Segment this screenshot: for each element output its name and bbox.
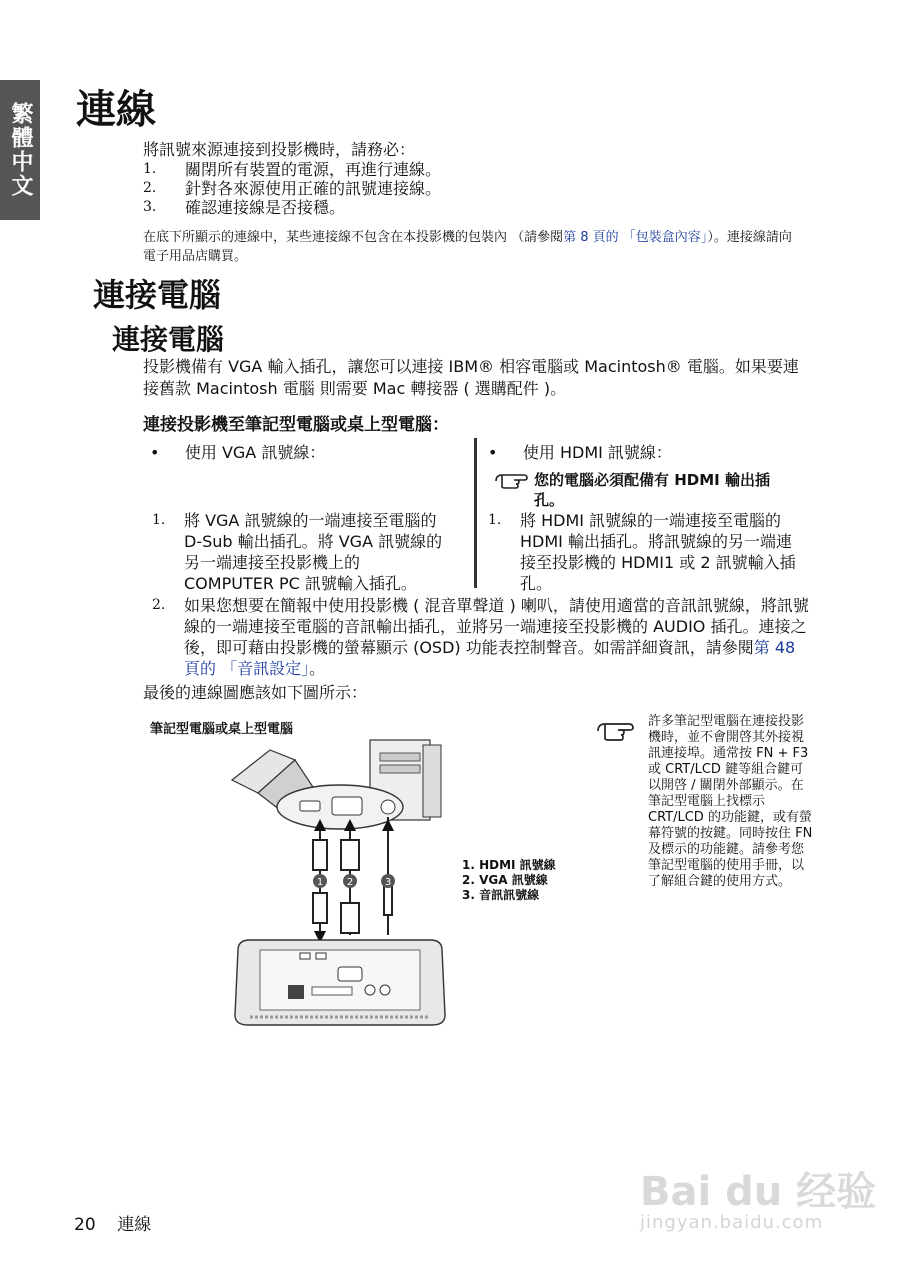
footer-section: 連線 bbox=[117, 1215, 152, 1235]
list-item: 1. 關閉所有裝置的電源，再進行連線。 bbox=[143, 160, 442, 179]
audio-step: 2. 如果您想要在簡報中使用投影機 ( 混音單聲道 ) 喇叭，請使用適當的音訊訊號線，將訊號線的一端連接至電腦的音訊輸出插孔，並將另一端連接至投影機的 AUDIO 插孔。連接之後，即可藉由投影機的螢幕顯示 (OSD) 功能表控制聲音。如需詳細資訊，請參閱第 48 頁的 「音訊設定」。 bbox=[152, 596, 809, 678]
legend-item: 1. HDMI 訊號線 bbox=[462, 858, 556, 872]
intro-list bbox=[143, 160, 441, 217]
projector-illustration bbox=[235, 940, 445, 1025]
cable-number-3: 3 bbox=[384, 877, 392, 888]
audio-settings-link[interactable]: 第 48 頁的 「音訊設定」 bbox=[184, 638, 796, 678]
package-note: 在底下所顯示的連線中，某些連接線不包含在本投影機的包裝內 （請參閱第 8 頁的 「包裝盒內容」）。連接線請向電子用品店購買。 bbox=[143, 230, 792, 264]
watermark-url: jingyan.baidu.com bbox=[640, 1212, 824, 1233]
connect-heading: 連接投影機至筆記型電腦或桌上型電腦： bbox=[143, 415, 449, 435]
connection-diagram bbox=[220, 735, 460, 1035]
intro-text: 將訊號來源連接到投影機時，請務必： bbox=[143, 140, 416, 159]
cable-legend bbox=[462, 858, 556, 903]
page-number: 20 bbox=[74, 1215, 96, 1235]
cable-number-1: 1 bbox=[316, 877, 324, 888]
vga-intro-paragraph: 投影機備有 VGA 輸入插孔，讓您可以連接 IBM® 相容電腦或 Macintosh® 電腦。如果要連接舊款 Macintosh 電腦 則需要 Mac 轉接器 ( 選購配件 )。 bbox=[143, 357, 799, 398]
pointing-hand-icon bbox=[596, 720, 636, 742]
cable-number-2: 2 bbox=[346, 877, 354, 888]
language-tab: 繁體中文 bbox=[0, 80, 40, 220]
hdmi-step: 1. 將 HDMI 訊號線的一端連接至電腦的 HDMI 輸出插孔。將訊號線的另一端連接至投影機的 HDMI1 或 2 訊號輸入插孔。 bbox=[488, 511, 796, 593]
column-divider bbox=[474, 438, 477, 588]
vga-step: 1. 將 VGA 訊號線的一端連接至電腦的 D-Sub 輸出插孔。將 VGA 訊號線的另一端連接至投影機上的 COMPUTER PC 訊號輸入插孔。 bbox=[152, 511, 443, 593]
section-title: 連接電腦 bbox=[93, 276, 222, 314]
legend-item: 2. VGA 訊號線 bbox=[462, 873, 548, 887]
legend-item: 3. 音訊訊號線 bbox=[462, 888, 540, 902]
subsection-title: 連接電腦 bbox=[112, 323, 225, 356]
hdmi-note: 您的電腦必須配備有 HDMI 輸出插孔。 bbox=[494, 470, 794, 510]
diagram-title: 筆記型電腦或桌上型電腦 bbox=[150, 722, 294, 737]
hdmi-bullet: • 使用 HDMI 訊號線： bbox=[488, 443, 672, 462]
pointing-hand-icon bbox=[494, 472, 530, 490]
laptop-display-tip: 許多筆記型電腦在連接投影機時，並不會開啓其外接視訊連接埠。通常按 FN + F3 或 CRT/LCD 鍵等組合鍵可以開啓 / 關閉外部顯示。在筆記型電腦上找標示 CRT/LCD 的功能鍵，或有螢幕符號的按鍵。同時按住 FN 及標示的功能鍵。請參考您筆記型電腦的使用手冊，以了解組合鍵的使用方式。 bbox=[648, 714, 813, 889]
list-item: 3. 確認連接線是否接穩。 bbox=[143, 198, 346, 217]
final-line: 最後的連線圖應該如下圖所示： bbox=[143, 683, 368, 702]
watermark-brand: Bai du 经验 bbox=[640, 1169, 877, 1215]
vga-bullet: • 使用 VGA 訊號線： bbox=[150, 443, 326, 462]
list-item: 2. 針對各來源使用正確的訊號連接線。 bbox=[143, 179, 442, 198]
page-footer bbox=[74, 1210, 151, 1235]
package-contents-link[interactable]: 第 8 頁的 「包裝盒內容」 bbox=[563, 230, 708, 245]
cable-number-markers bbox=[313, 874, 395, 888]
page-title: 連線 bbox=[76, 87, 156, 133]
